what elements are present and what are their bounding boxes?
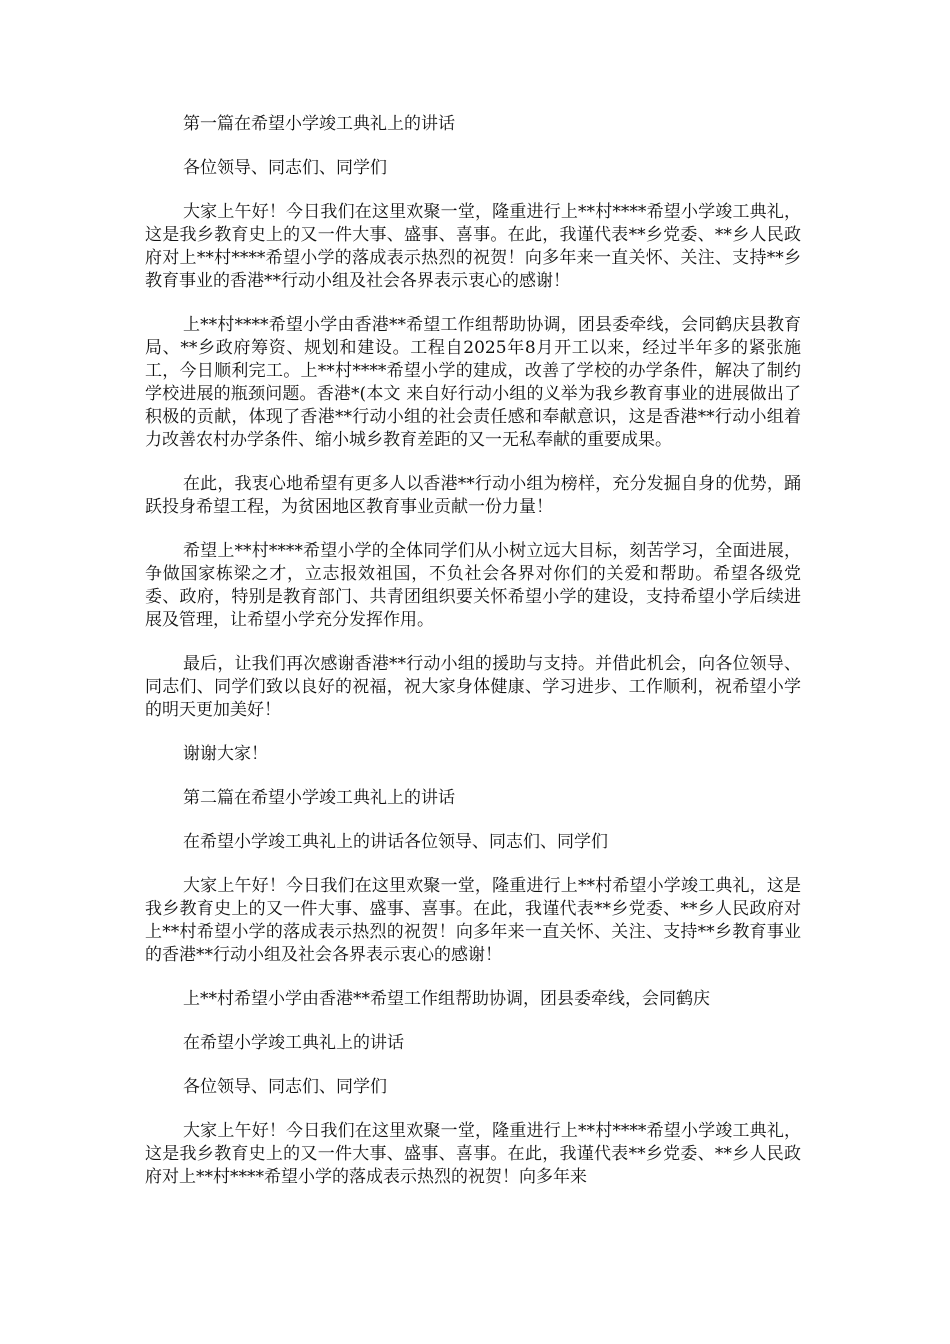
body-paragraph: 最后，让我们再次感谢香港**行动小组的援助与支持。并借此机会，向各位领导、同志们、同学们致以良好的祝福，祝大家身体健康、学习进步、工作顺利，祝希望小学的明天更加美好！ bbox=[145, 654, 801, 720]
salutation: 各位领导、同志们、同学们 bbox=[183, 1077, 387, 1097]
body-paragraph: 大家上午好！今日我们在这里欢聚一堂，隆重进行上**村希望小学竣工典礼，这是我乡教育史上的又一件大事、盛事、喜事。在此，我谨代表**乡党委、**乡人民政府对上**村希望小学的落成表示热烈的祝贺！向多年来一直关怀、关注、支持**乡教育事业的香港**行动小组及社会各界表示衷心的感谢！ bbox=[145, 876, 801, 965]
body-paragraph: 在此，我衷心地希望有更多人以香港**行动小组为榜样，充分发掘自身的优势，踊跃投身希望工程，为贫困地区教育事业贡献一份力量！ bbox=[145, 474, 801, 517]
article-1-title: 第一篇在希望小学竣工典礼上的讲话 bbox=[183, 114, 455, 134]
closing-thanks: 谢谢大家！ bbox=[183, 744, 268, 764]
section-heading: 在希望小学竣工典礼上的讲话 bbox=[183, 1033, 404, 1053]
body-paragraph: 大家上午好！今日我们在这里欢聚一堂，隆重进行上**村****希望小学竣工典礼，这是我乡教育史上的又一件大事、盛事、喜事。在此，我谨代表**乡党委、**乡人民政府对上**村****希望小学的落成表示热烈的祝贺！向多年来一直关怀、关注、支持**乡教育事业的香港**行动小组及社会各界表示衷心的感谢！ bbox=[145, 202, 801, 291]
body-paragraph: 希望上**村****希望小学的全体同学们从小树立远大目标，刻苦学习，全面进展，争做国家栋梁之才，立志报效祖国，不负社会各界对你们的关爱和帮助。希望各级党委、政府，特别是教育部门、共青团组织要关怀希望小学的建设，支持希望小学后续进展及管理，让希望小学充分发挥作用。 bbox=[145, 541, 801, 630]
article-2-title: 第二篇在希望小学竣工典礼上的讲话 bbox=[183, 788, 455, 808]
subtitle-salutation: 在希望小学竣工典礼上的讲话各位领导、同志们、同学们 bbox=[183, 832, 608, 852]
body-paragraph: 大家上午好！今日我们在这里欢聚一堂，隆重进行上**村****希望小学竣工典礼，这是我乡教育史上的又一件大事、盛事、喜事。在此，我谨代表**乡党委、**乡人民政府对上**村****希望小学的落成表示热烈的祝贺！向多年来 bbox=[145, 1121, 801, 1187]
document-body bbox=[145, 113, 801, 1210]
salutation: 各位领导、同志们、同学们 bbox=[183, 158, 387, 178]
body-paragraph: 上**村****希望小学由香港**希望工作组帮助协调，团县委牵线，会同鹤庆县教育局、**乡政府筹资、规划和建设。工程自2025年8月开工以来，经过半年多的紧张施工，今日顺利完工。上**村****希望小学的建成，改善了学校的办学条件，解决了制约学校进展的瓶颈问题。香港*(本文 来自好行动小组的义举为我乡教育事业的进展做出了积极的贡献，体现了香港**行动小组的社会责任感和奉献意识，这是香港**行动小组着力改善农村办学条件、缩小城乡教育差距的又一无私奉献的重要成果。 bbox=[145, 315, 801, 450]
body-paragraph: 上**村希望小学由香港**希望工作组帮助协调，团县委牵线，会同鹤庆 bbox=[183, 989, 710, 1009]
